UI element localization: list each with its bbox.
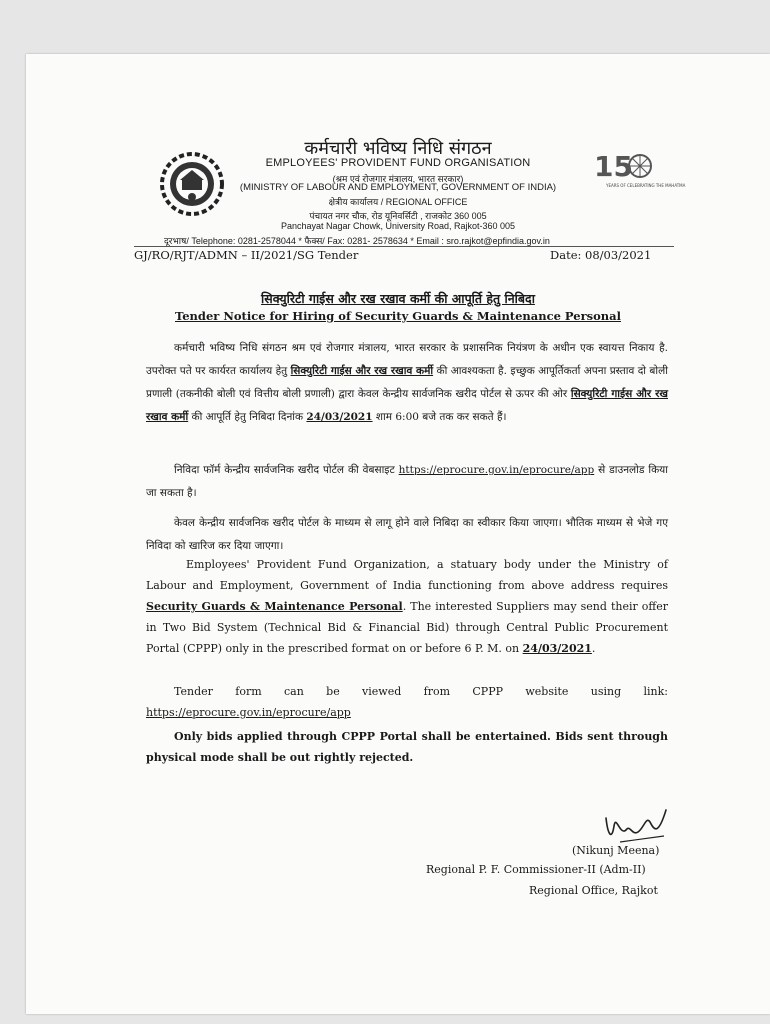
document-page: [26, 54, 770, 1014]
hindi-p1-text-e: की आपूर्ति हेतु निबिदा दिनांक: [191, 411, 304, 423]
hindi-p2-text-b: से डाउनलोड किया जा सकता है।: [146, 464, 668, 499]
english-p1-text-c: . The interested Suppliers may send their offer in Two Bid System (Technical Bid & Financial Bid) through Central Public Procurement Portal (CPPP) only in the prescribed format on or before 6 P. M. on: [146, 600, 668, 655]
signatory-name: (Nikunj Meena): [572, 844, 660, 857]
english-paragraph-1: Employees' Provident Fund Organization, a statuary body under the Ministry of Labour and Employment, Government of India functioning from above address requires Security Guards & Maintenance Personal. The interested Suppliers may send their offer in Two Bid System (Technical Bid & Financial Bid) through Central Public Procurement Portal (CPPP) only in the prescribed format on or before 6 P. M. on 24/03/2021.: [146, 558, 668, 655]
english-paragraph-2: [146, 681, 668, 723]
hindi-paragraph-1: [146, 337, 668, 429]
org-name-english: EMPLOYEES' PROVIDENT FUND ORGANISATION: [265, 157, 531, 169]
english-paragraph-3: Only bids applied through CPPP Portal shall be entertained. Bids sent through physical mode shall be out rightly rejected.: [146, 730, 668, 764]
english-p1-date: 24/03/2021: [522, 642, 592, 655]
hindi-paragraph-2: [146, 459, 668, 505]
hindi-paragraph-3: केवल केन्द्रीय सार्वजनिक खरीद पोर्टल के माध्यम से लागू होने वाले निबिदा का स्वीकार किया जाएगा। भौतिक माध्यम से भेजे गए निविदा को खारिज कर दिया जाएगा।: [146, 517, 668, 552]
regional-office: क्षेत्रीय कार्यालय / REGIONAL OFFICE: [328, 197, 468, 207]
badge-caption: YEARS OF CELEBRATING THE MAHATMA: [606, 183, 686, 188]
signatory-designation: Regional P. F. Commissioner-II (Adm-II): [426, 863, 646, 876]
title-english: Tender Notice for Hiring of Security Guards & Maintenance Personal: [175, 309, 621, 323]
header-divider: [134, 246, 674, 247]
title-hindi: सिक्युरिटी गाईस और रख रखाव कर्मी की आपूर्ति हेतु निबिदा: [261, 291, 535, 306]
ministry-english: (MINISTRY OF LABOUR AND EMPLOYMENT, GOVERNMENT OF INDIA): [239, 182, 557, 193]
ministry-hindi: (श्रम एवं रोजगार मंत्रालय, भारत सरकार): [332, 174, 464, 184]
hindi-p2-text-a: निविदा फॉर्म केन्द्रीय सार्वजनिक खरीद पोर्टल की वेबसाइट: [174, 464, 395, 476]
reference-date: Date: 08/03/2021: [550, 248, 652, 262]
hindi-p1-text-f: शाम 6:00 बजे तक कर सकते हैं।: [375, 411, 507, 423]
address-hindi: पंचायत नगर चौक, रोड यूनिवर्सिटी , राजकोट 360 005: [309, 211, 487, 221]
hindi-p1-date: 24/03/2021: [306, 411, 373, 423]
hindi-p1-emphasis-2: सिक्युरिटी गाईस और रख रखाव कर्मी: [146, 388, 668, 423]
english-p2-text: Tender form can be viewed from CPPP website using link:: [174, 685, 668, 698]
eprocure-link-english[interactable]: https://eprocure.gov.in/eprocure/app: [146, 706, 351, 719]
english-p1-emphasis: Security Guards & Maintenance Personal: [146, 600, 403, 613]
org-name-hindi: कर्मचारी भविष्य निधि संगठन: [304, 138, 492, 159]
hindi-p1-text-c: की आवश्यकता है. इच्छुक आपूर्तिकर्ता अपना प्रस्ताव दो बोली प्रणाली (तकनीकी बोली एवं वित्तीय बोली प्रणाली) द्वारा केवल केन्द्रीय सार्वजनिक खरीद पोर्टल से ऊपर की ओर: [146, 365, 668, 400]
svg-text:15: 15: [594, 150, 633, 183]
contact-line: दूरभाष/ Telephone: 0281-2578044 * फैक्स/ Fax: 0281- 2578634 * Email : sro.rajkot@epfindia.gov.in: [164, 236, 550, 246]
english-p1-text-a: Employees' Provident Fund Organization, a statuary body under the Ministry of Labour and Employment, Government of India functioning from above address requires: [146, 558, 668, 592]
reference-number: GJ/RO/RJT/ADMN – II/2021/SG Tender: [134, 248, 359, 262]
hindi-p1-text-a: कर्मचारी भविष्य निधि संगठन श्रम एवं रोजगार मंत्रालय, भारत सरकार के प्रशासनिक नियंत्रण के अधीन एक स्वायत्त निकाय है. उपरोक्त पते पर कार्यरत कार्यालय हेतु: [146, 342, 668, 377]
eprocure-link-hindi[interactable]: https://eprocure.gov.in/eprocure/app: [398, 464, 595, 476]
address-english: Panchayat Nagar Chowk, University Road, Rajkot-360 005: [280, 221, 516, 231]
signatory-office: Regional Office, Rajkot: [529, 884, 658, 897]
hindi-p1-emphasis-1: सिक्युरिटी गाईस और रख रखाव कर्मी: [290, 365, 434, 377]
